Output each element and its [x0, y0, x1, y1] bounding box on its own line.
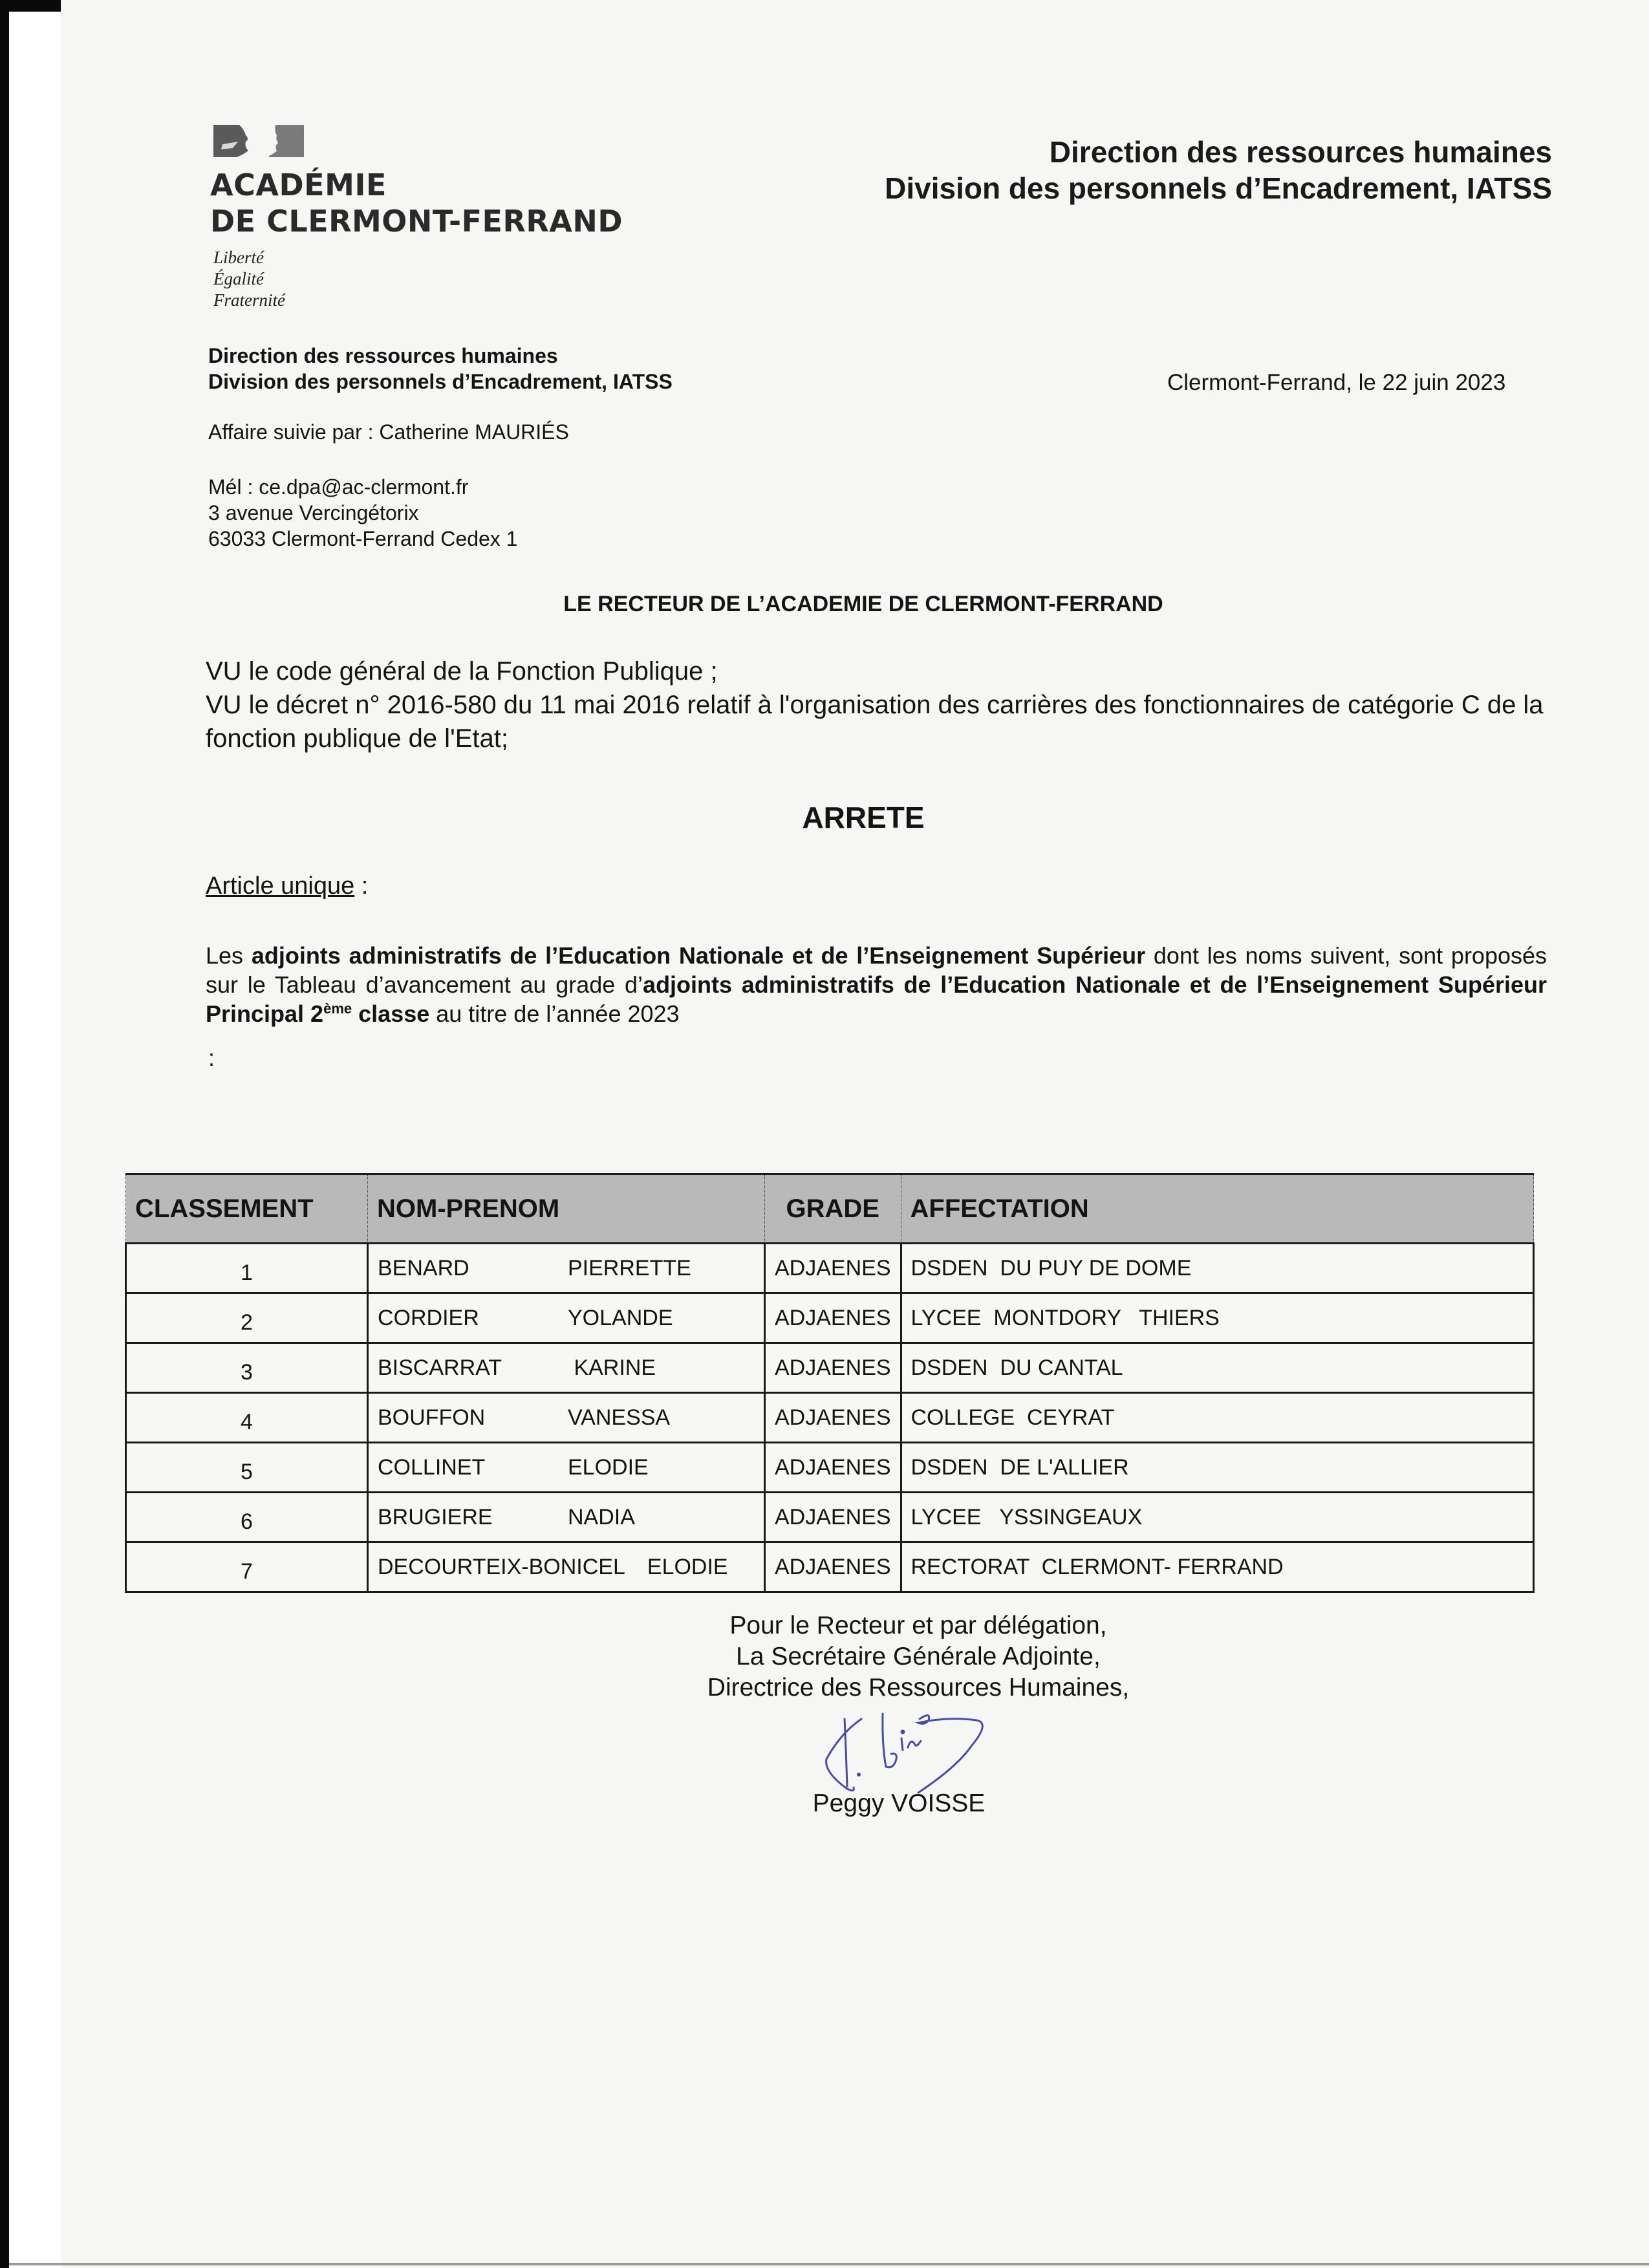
cell-affectation: DSDEN DE L'ALLIER [901, 1443, 1534, 1493]
sender-address-city: 63033 Clermont-Ferrand Cedex 1 [208, 527, 518, 550]
signature-block [692, 1610, 1145, 1703]
scan-margin-strip [9, 12, 61, 2268]
article-heading [206, 872, 368, 900]
cell-prenom: KARINE [568, 1355, 656, 1380]
delegation-line: Pour le Recteur et par délégation, [729, 1612, 1107, 1639]
marianne-logo-icon-svg [213, 125, 304, 157]
cell-nom: BOUFFON [378, 1405, 486, 1430]
header-classement: CLASSEMENT [126, 1174, 368, 1244]
table-row [126, 1293, 1534, 1343]
cell-rank: 7 [126, 1542, 368, 1592]
cell-rank: 5 [126, 1443, 368, 1493]
visas [206, 654, 1551, 755]
sender-direction: Direction des ressources humaines [208, 344, 558, 367]
table-header-row [126, 1174, 1534, 1244]
table-row [126, 1443, 1534, 1493]
para-text: Les [206, 942, 252, 969]
cell-nom: DECOURTEIX-BONICEL [378, 1554, 625, 1579]
table-row [126, 1393, 1534, 1443]
para-superscript: ème [323, 1000, 352, 1017]
table-row [126, 1343, 1534, 1393]
table-row [126, 1542, 1534, 1592]
cell-prenom: NADIA [568, 1504, 635, 1529]
cell-rank: 2 [126, 1293, 368, 1343]
para-bold-new-grade: adjoints administratifs de l’Education Nationale et de l’Enseignement Supérieur Principal 2 [206, 971, 1547, 1027]
cell-rank: 1 [126, 1244, 368, 1293]
sender-address-street: 3 avenue Vercingétorix [208, 501, 419, 524]
table-row [126, 1493, 1534, 1542]
signer-title-line: La Secrétaire Générale Adjointe, [736, 1643, 1101, 1670]
cell-affectation: DSDEN DU PUY DE DOME [901, 1244, 1534, 1293]
cell-grade: ADJAENES [765, 1443, 901, 1493]
cell-affectation: RECTORAT CLERMONT- FERRAND [901, 1542, 1534, 1592]
cell-prenom: VANESSA [568, 1405, 671, 1430]
motto-fraternite: Fraternité [213, 290, 285, 310]
cell-prenom: ELODIE [647, 1554, 728, 1579]
cell-name [368, 1542, 765, 1592]
article-label: Article unique [206, 872, 355, 900]
motto-liberte: Liberté [213, 248, 264, 267]
affaire-suivie: Affaire suivie par : Catherine MAURIÉS [208, 420, 569, 444]
academie-name-line2: DE CLERMONT-FERRAND [210, 204, 623, 239]
cell-prenom: ELODIE [568, 1454, 649, 1480]
signer-function-line: Directrice des Ressources Humaines, [707, 1674, 1130, 1701]
article-colon: : [354, 872, 369, 900]
arrete-title: ARRETE [802, 801, 925, 834]
cell-grade: ADJAENES [765, 1293, 901, 1343]
cell-prenom: PIERRETTE [568, 1255, 691, 1280]
para-bold-grade: adjoints administratifs de l’Education Nationale et de l’Enseignement Supérieur [251, 942, 1146, 969]
scan-border-top [0, 0, 61, 12]
cell-affectation: COLLEGE CEYRAT [901, 1393, 1534, 1443]
para-bold-classe: classe [352, 1000, 430, 1027]
advancement-table [125, 1173, 1535, 1593]
scan-border-bottom [9, 2263, 1649, 2265]
cell-nom: BENARD [378, 1255, 469, 1280]
sender-department [208, 343, 673, 394]
sender-division: Division des personnels d’Encadrement, IATSS [208, 370, 673, 393]
academie-name-line1: ACADÉMIE [210, 167, 387, 202]
cell-grade: ADJAENES [765, 1542, 901, 1592]
signer-name: Peggy VOISSE [812, 1789, 986, 1817]
cell-rank: 6 [126, 1493, 368, 1542]
header-division: Division des personnels d’Encadrement, IATSS [885, 171, 1552, 205]
cell-name [368, 1293, 765, 1343]
cell-prenom: YOLANDE [568, 1305, 673, 1330]
cell-name [368, 1393, 765, 1443]
marianne-logo-icon [213, 125, 304, 157]
header-direction: Direction des ressources humaines [1049, 135, 1552, 169]
visa-code-general: VU le code général de la Fonction Publique ; [206, 657, 718, 686]
visa-decret: VU le décret n° 2016-580 du 11 mai 2016 relatif à l'organisation des carrières des fonctionnaires de catégorie C de la fonction publique de l'Etat; [206, 691, 1544, 753]
cell-affectation: LYCEE YSSINGEAUX [901, 1493, 1534, 1542]
article-paragraph [206, 941, 1547, 1028]
cell-rank: 3 [126, 1343, 368, 1393]
cell-nom: COLLINET [378, 1454, 486, 1480]
sender-email: Mél : ce.dpa@ac-clermont.fr [208, 475, 469, 499]
cell-affectation: DSDEN DU CANTAL [901, 1343, 1534, 1393]
motto-egalite: Égalité [213, 269, 264, 288]
cell-nom: BISCARRAT [378, 1355, 502, 1380]
recteur-title: LE RECTEUR DE L’ACADEMIE DE CLERMONT-FERRAND [563, 592, 1163, 616]
republic-motto [213, 247, 285, 311]
para-text-end: au titre de l’année 2023 [429, 1000, 680, 1027]
cell-grade: ADJAENES [765, 1343, 901, 1393]
cell-rank: 4 [126, 1393, 368, 1443]
cell-name [368, 1443, 765, 1493]
document-date: Clermont-Ferrand, le 22 juin 2023 [1167, 370, 1506, 395]
header-nom-prenom: NOM-PRENOM [368, 1174, 765, 1244]
cell-grade: ADJAENES [765, 1493, 901, 1542]
cell-nom: BRUGIERE [378, 1504, 493, 1529]
sender-contact [208, 474, 517, 552]
table-row [126, 1244, 1534, 1293]
header-grade: GRADE [765, 1174, 901, 1244]
header-affectation: AFFECTATION [901, 1174, 1534, 1244]
cell-name [368, 1244, 765, 1293]
academie-name [210, 167, 623, 239]
cell-name [368, 1343, 765, 1393]
cell-grade: ADJAENES [765, 1393, 901, 1443]
cell-name [368, 1493, 765, 1542]
cell-nom: CORDIER [378, 1305, 479, 1330]
scan-border-left [0, 0, 9, 2268]
header-department [885, 134, 1552, 206]
trailing-colon: : [208, 1044, 215, 1071]
cell-grade: ADJAENES [765, 1244, 901, 1293]
cell-affectation: LYCEE MONTDORY THIERS [901, 1293, 1534, 1343]
para-text-mid: dont les noms suivent, sont proposés sur le Tableau d’avancement au grade d’ [206, 942, 1547, 998]
